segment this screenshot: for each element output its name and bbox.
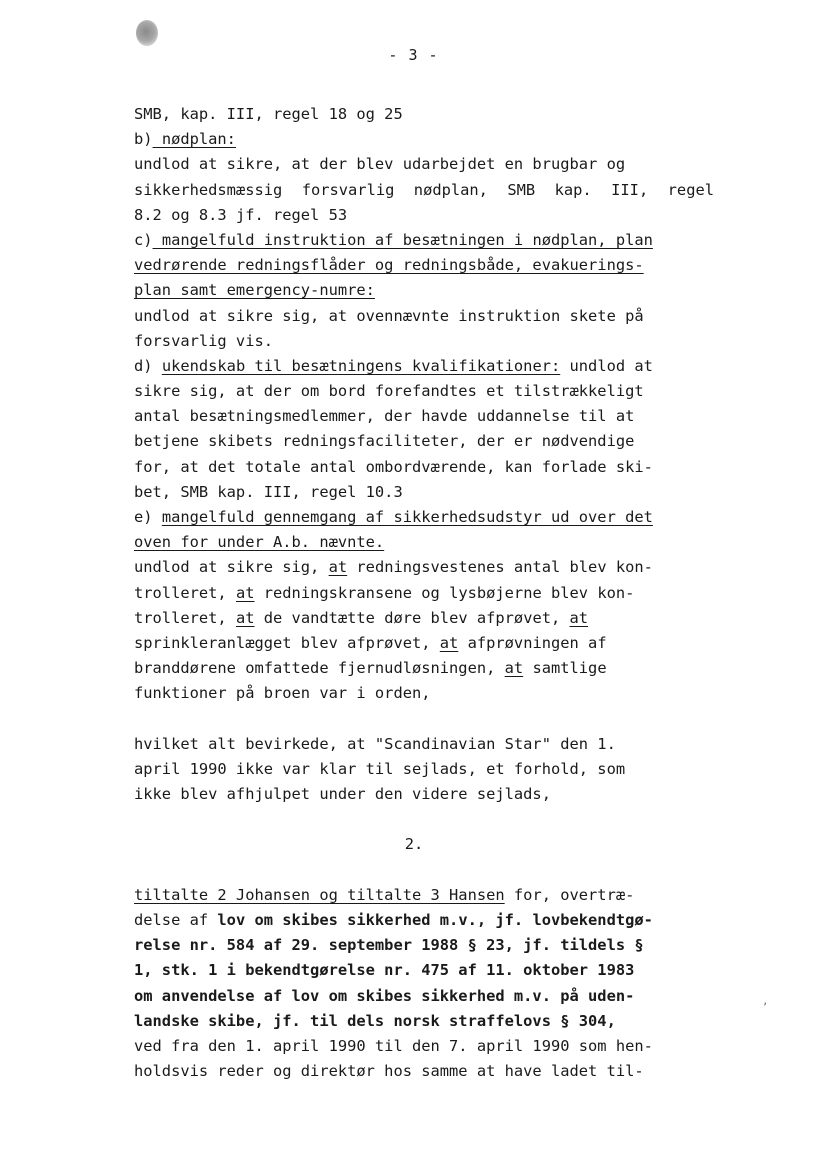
underlined-at: at	[504, 659, 524, 678]
text-line: forsvarlig vis.	[134, 331, 273, 350]
text-line	[134, 253, 714, 278]
underlined-at: at	[328, 558, 348, 577]
bold-legal-reference: landske skibe, jf. til dels norsk straffelovs § 304,	[134, 1011, 616, 1030]
underlined-defendants: tiltalte 2 Johansen og tiltalte 3 Hansen	[134, 885, 505, 904]
underlined-heading: plan samt emergency-numre:	[134, 281, 375, 300]
text-line: sprinkleranlægget blev afprøvet, at afprøvningen af	[134, 633, 607, 652]
text-line: betjene skibets redningsfaciliteter, der er nødvendige	[134, 432, 635, 451]
blank-line	[134, 807, 714, 832]
text-line: c) mangelfuld instruktion af besætningen i nødplan, plan	[134, 230, 653, 249]
text-line: e) mangelfuld gennemgang af sikkerhedsudstyr ud over det	[134, 508, 653, 526]
text-line: branddørene omfattede fjernudløsningen, at samtlige	[134, 659, 607, 678]
underlined-at: at	[439, 633, 459, 652]
text-line: trolleret, at redningskransene og lysbøjerne blev kon-	[134, 583, 635, 602]
underlined-at: at	[235, 583, 255, 602]
text-line: undlod at sikre sig, at ovennævnte instruktion skete på	[134, 306, 644, 325]
bold-legal-reference: om anvendelse af lov om skibes sikkerhed m.v. på uden-	[134, 986, 635, 1005]
text-line: sikkerhedsmæssig forsvarlig nødplan, SMB kap. III, regel	[134, 180, 714, 199]
scan-smudge	[136, 20, 158, 46]
text-line: delse af lov om skibes sikkerhed m.v., jf. lovbekendtgø-	[134, 911, 653, 929]
text-line: trolleret, at de vandtætte døre blev afprøvet, at	[134, 608, 589, 627]
text-line: d) ukendskab til besætningens kvalifikationer: undlod at	[134, 356, 653, 375]
underlined-heading: vedrørende redningsflåder og redningsbåde, evakuerings-	[134, 256, 644, 275]
text-line: sikre sig, at der om bord forefandtes et tilstrækkeligt	[134, 382, 644, 401]
blank-line	[134, 858, 714, 883]
underlined-heading: nødplan:	[152, 130, 236, 149]
underlined-heading: mangelfuld gennemgang af sikkerhedsudstyr ud over det	[161, 508, 653, 526]
text-line: undlod at sikre sig, at redningsvestenes antal blev kon-	[134, 558, 653, 577]
page-number: - 3 -	[388, 46, 439, 64]
bold-legal-reference: 1, stk. 1 i bekendtgørelse nr. 475 af 11. oktober 1983	[134, 961, 635, 980]
bold-legal-reference: relse nr. 584 af 29. september 1988 § 23, jf. tildels §	[134, 936, 644, 955]
underlined-heading: mangelfuld instruktion af besætningen i nødplan, plan	[152, 230, 653, 249]
underlined-heading: ukendskab til besætningens kvalifikationer:	[161, 356, 561, 375]
text-line	[134, 278, 714, 303]
blank-line	[134, 707, 714, 732]
section-number: 2.	[404, 835, 424, 854]
underlined-at: at	[569, 608, 589, 627]
text-line	[134, 530, 714, 555]
bold-legal-reference: lov om skibes sikkerhed m.v., jf. lovbekendtgø-	[217, 911, 653, 929]
text-line: ved fra den 1. april 1990 til den 7. april 1990 som hen-	[134, 1036, 653, 1055]
text-line: SMB, kap. III, regel 18 og 25	[134, 105, 403, 123]
text-line: antal besætningsmedlemmer, der havde uddannelse til at	[134, 407, 635, 426]
text-line: funktioner på broen var i orden,	[134, 684, 431, 703]
text-line: holdsvis reder og direktør hos samme at have ladet til-	[134, 1062, 644, 1081]
text-line: b) nødplan:	[134, 130, 236, 149]
text-line: april 1990 ikke var klar til sejlads, et forhold, som	[134, 759, 626, 778]
underlined-at: at	[235, 608, 255, 627]
text-line: for, at det totale antal ombordværende, kan forlade ski-	[134, 457, 653, 476]
text-line: undlod at sikre, at der blev udarbejdet en brugbar og	[134, 155, 626, 174]
text-line: hvilket alt bevirkede, at "Scandinavian Star" den 1.	[134, 734, 616, 753]
text-line: ikke blev afhjulpet under den videre sejlads,	[134, 785, 551, 804]
text-line: 8.2 og 8.3 jf. regel 53	[134, 205, 348, 224]
document-body	[134, 102, 714, 1084]
underlined-heading: oven for under A.b. nævnte.	[134, 533, 385, 552]
text-line: tiltalte 2 Johansen og tiltalte 3 Hansen for, overtræ-	[134, 885, 635, 904]
stray-mark: ʼ	[762, 1002, 769, 1013]
text-line: bet, SMB kap. III, regel 10.3	[134, 482, 403, 501]
